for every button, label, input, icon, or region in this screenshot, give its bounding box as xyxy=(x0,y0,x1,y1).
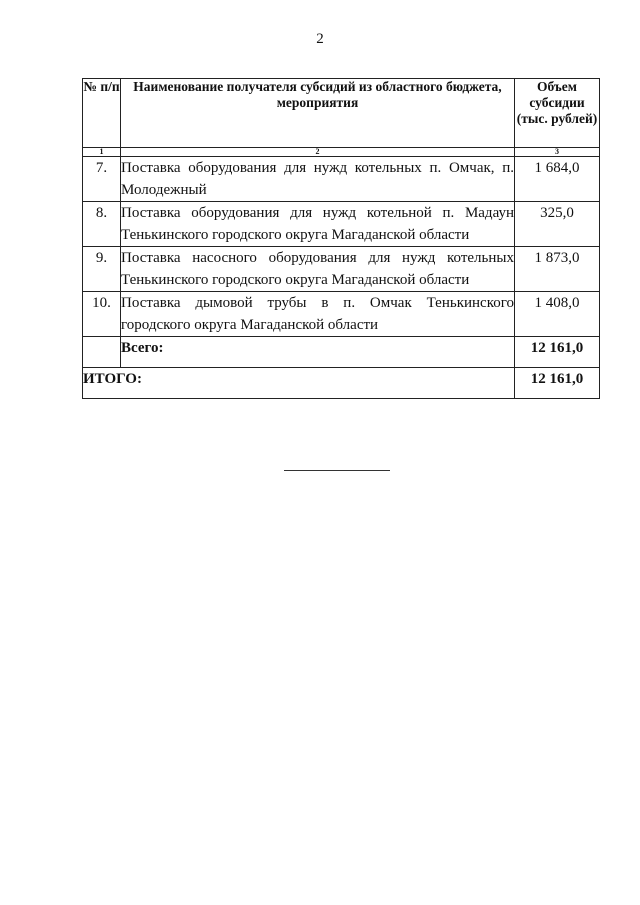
table-header-row xyxy=(83,79,600,148)
row-number: 8. xyxy=(83,202,121,247)
total-amount: 12 161,0 xyxy=(515,368,600,399)
row-description: Поставка оборудования для нужд котельных п. Омчак, п. Молодежный xyxy=(121,157,515,202)
table-row xyxy=(83,157,600,202)
subsidy-table xyxy=(82,78,600,399)
table-row xyxy=(83,247,600,292)
table-row xyxy=(83,202,600,247)
row-description: Поставка насосного оборудования для нужд котельных Тенькинского городского округа Магаданской области xyxy=(121,247,515,292)
row-description: Поставка оборудования для нужд котельной п. Мадаун Тенькинского городского округа Магаданской области xyxy=(121,202,515,247)
row-number: 10. xyxy=(83,292,121,337)
column-number: 2 xyxy=(121,148,515,157)
subtotal-label: Всего: xyxy=(121,337,515,368)
header-recipient-name: Наименование получателя субсидий из областного бюджета, мероприятия xyxy=(121,79,515,148)
table-row xyxy=(83,292,600,337)
column-number: 3 xyxy=(515,148,600,157)
row-amount: 325,0 xyxy=(515,202,600,247)
page-number: 2 xyxy=(316,31,324,47)
header-subsidy-amount: Объем субсидии (тыс. рублей) xyxy=(515,79,600,148)
row-description: Поставка дымовой трубы в п. Омчак Тенькинского городского округа Магаданской области xyxy=(121,292,515,337)
total-label: ИТОГО: xyxy=(83,368,515,399)
row-amount: 1 408,0 xyxy=(515,292,600,337)
row-amount: 1 873,0 xyxy=(515,247,600,292)
row-number: 7. xyxy=(83,157,121,202)
subtotal-amount: 12 161,0 xyxy=(515,337,600,368)
row-number: 9. xyxy=(83,247,121,292)
end-divider-line xyxy=(284,470,390,471)
column-number: 1 xyxy=(83,148,121,157)
header-number: № п/п xyxy=(83,79,121,148)
column-numbers-row xyxy=(83,148,600,157)
total-row xyxy=(83,368,600,399)
subtotal-row xyxy=(83,337,600,368)
subtotal-empty-cell xyxy=(83,337,121,368)
row-amount: 1 684,0 xyxy=(515,157,600,202)
